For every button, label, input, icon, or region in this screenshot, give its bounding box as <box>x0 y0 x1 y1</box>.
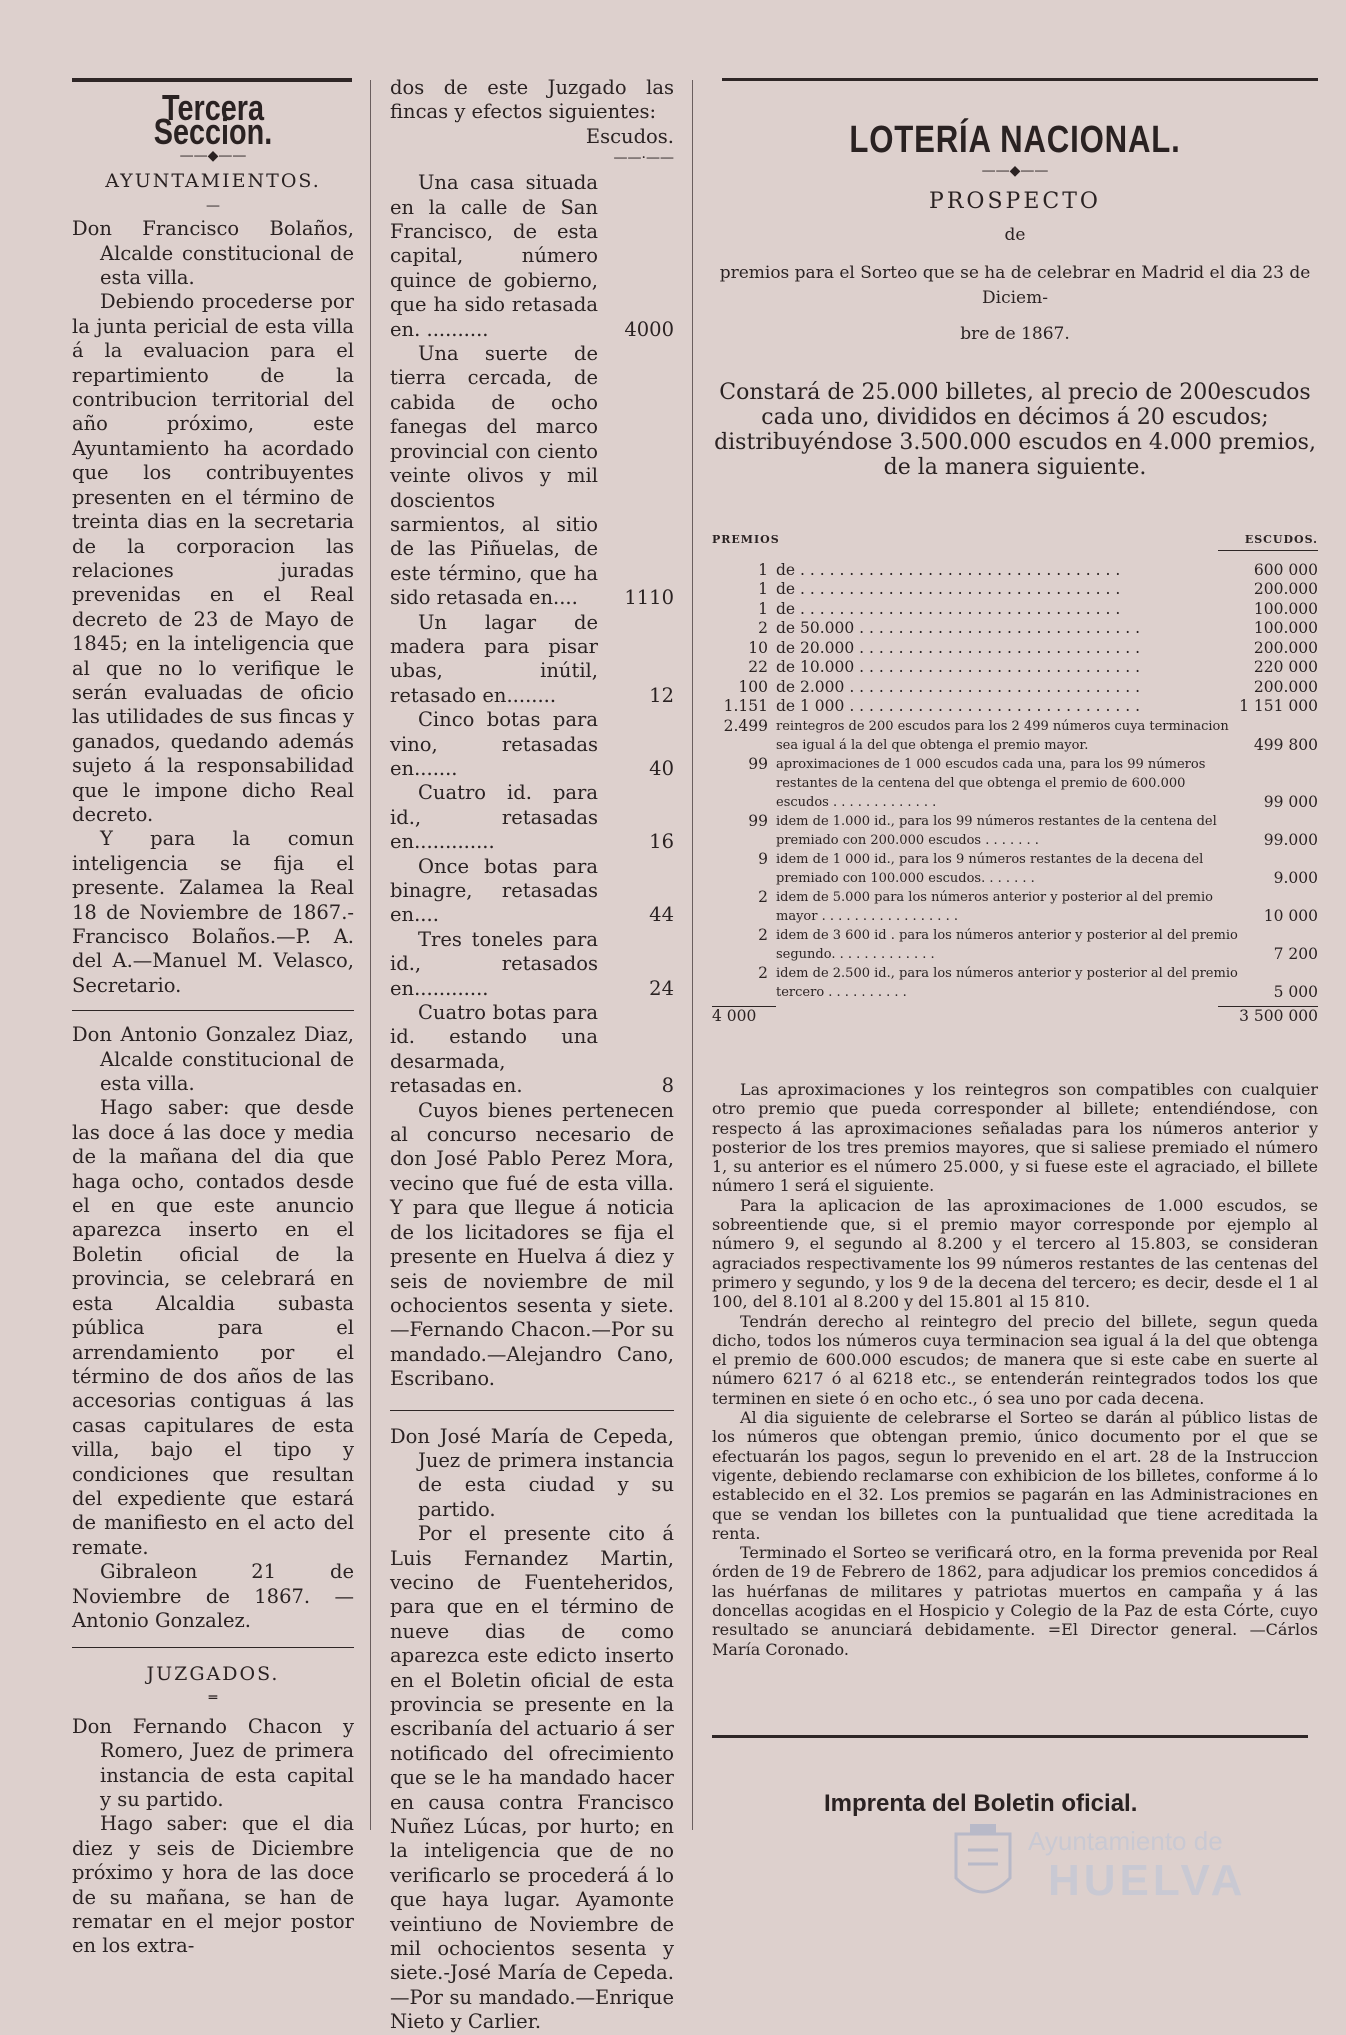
table-row: 9 idem de 1 000 id., para los 9 números restantes de la decena del premiado con 100.000 escudos. . . . . . . 9.000 <box>758 849 1318 887</box>
premios-line-1: premios para el Sorteo que se ha de celebrar en Madrid el dia 23 de Diciem- <box>719 263 1311 308</box>
lottery-paragraph: Las aproximaciones y los reintegros son compatibles con cualquier otro premio que pueda corresponder al billete; entendiéndose, con respecto á las aproximaciones señaladas para los números anterior y posterior de los tres premios mayores, que si saliese premiado el número 1, su anterior es el número 25.000, y si fuese este el agraciado, el billete número 1 será el siguiente. <box>712 1080 1318 1196</box>
prize-table <box>712 530 1318 1026</box>
short-dash: — <box>206 198 220 215</box>
list-item: Cuatro botas para id. estando una desarmada, retasadas en. 8 <box>390 1001 674 1098</box>
items-list <box>390 171 674 1098</box>
column-separator-1 <box>370 80 371 1830</box>
list-item: Cinco botas para vino, retasadas en....... 40 <box>390 708 674 780</box>
table-row: 99 idem de 1.000 id., para los 99 números restantes de la centena del premiado con 200.000 escudos . . . . . . . 99.000 <box>748 811 1318 849</box>
prospecto-heading: PROSPECTO <box>929 189 1101 215</box>
lottery-paragraph: Para la aplicacion de las aproximaciones de 1.000 escudos, se sobreentiende que, si el premio mayor corresponde por ejemplo al número 9, el segundo al 8.200 y el tercero al 15.803, se consideran agraciados respectivamente los 99 números restantes de las centenas del primero y segundo, y los 9 de la decena del tercero; es decir, desde el 1 al 100, del 8.101 al 8.200 y del 15.801 al 15 810. <box>712 1195 1318 1312</box>
ornament: ——◆—— <box>981 163 1049 180</box>
lottery-paragraph: Terminado el Sorteo se verificará otro, en la forma prevenida por Real órden de 19 de Febrero de 1862, para adjudicar los premios concedidos á las huérfanas de militares y patriotas muertos en campaña y á las doncellas acogidas en el Hospicio y Colegio de la Paz de esta Córte, cuyo resultado se anunciará debidamente. =El Director general. —Cárlos María Coronado. <box>712 1543 1318 1659</box>
table-row: 99 aproximaciones de 1 000 escudos cada una, para los 99 números restantes de la centena del que obtenga el premio de 600.000 escudos . . . . . . . . . . . . . 99 000 <box>748 754 1318 811</box>
column-header: ESCUDOS. <box>1218 530 1318 551</box>
table-row: 1 de . . . . . . . . . . . . . . . . . . . . . . . . . . . . . . . . . 600 000 <box>758 560 1318 579</box>
column-header: PREMIOS <box>712 533 780 546</box>
table-row: 2 idem de 5.000 para los números anterior y posterior al del premio mayor . . . . . . . . . . . . . . . . . 10 000 <box>758 887 1318 925</box>
table-row: 100 de 2.000 . . . . . . . . . . . . . . . . . . . . . . . . . . . . . . 200.000 <box>738 677 1318 696</box>
lottery-paragraph: Tendrán derecho al reintegro del precio del billete, segun queda dicho, todos los números cuya terminacion sea igual á la del que obtenga el premio de 600.000 escudos; de manera que si este cabe en suerte al número 6217 ó al 6218 etc., se entenderán reintegrados todos los que terminen en siete ó en ocho etc., ó sea uno por cada decena. <box>712 1311 1318 1408</box>
short-dash: ═ <box>208 1689 218 1706</box>
list-item: Tres toneles para id., retasados en............ 24 <box>390 927 674 1000</box>
watermark <box>948 1820 1268 1910</box>
premios-line-2: bre de 1867. <box>960 324 1070 345</box>
notice1-header: Don Francisco Bolaños, Alcalde constitucional de esta villa. <box>72 217 354 290</box>
list-item: Cuatro id. para id., retasadas en............. 16 <box>390 781 674 854</box>
table-row: 1 de . . . . . . . . . . . . . . . . . . . . . . . . . . . . . . . . . 100.000 <box>758 599 1318 618</box>
lottery-paragraph: Al dia siguiente de celebrarse el Sorteo se darán al público listas de los números que obtengan premio, único documento por el que se efectuarán los pagos, segun lo prevenido en el art. 28 de la Instruccion vigente, debiendo reclamarse con exhibicion de los billetes, conforme á lo establecido en el 32. Los premios se pagarán en las Administraciones en que se vendan los billetes con la puntualidad que tiene acreditada la renta. <box>712 1408 1318 1543</box>
table-row: 1.151 de 1 000 . . . . . . . . . . . . . . . . . . . . . . . . . . . . . . 1 151 000 <box>723 697 1318 715</box>
list-item: Once botas para binagre, retasadas en.... 44 <box>390 854 674 927</box>
list-item: Un lagar de madera para pisar ubas, inútil, retasado en........ 12 <box>390 610 674 707</box>
de-label: de <box>1004 224 1026 245</box>
divider <box>390 1410 674 1411</box>
coat-of-arms-icon <box>948 1820 1018 1910</box>
col2-closing: Cuyos bienes pertenecen al concurso necesario de don José Pablo Perez Mora, vecino que fué de esta villa. Y para que llegue á noticia de los licitadores se fija el presente en Huelva á diez y seis de noviembre de mil ochocientos sesenta y siete.—Fernando Chacon.—Por su mandado.—Alejandro Cano, Escribano. <box>390 1098 674 1391</box>
imprint: Imprenta del Boletin oficial. <box>824 1790 1138 1817</box>
notice2-header: Don Antonio Gonzalez Diaz, Alcalde constitucional de esta villa. <box>72 1023 354 1096</box>
notice3-body: Hago saber: que el dia diez y seis de Diciembre próximo y hora de las doce de su mañana, se han de rematar en el mejor postor en los extra- <box>72 1812 354 1958</box>
column-separator-2 <box>692 80 693 1830</box>
col2-intro: dos de este Juzgado las fincas y efectos siguientes: <box>390 76 674 124</box>
table-row: 2 idem de 3 600 id . para los números anterior y posterior al del premio segundo. . . . . . . . . . . . . 7 200 <box>758 925 1318 963</box>
top-rule-col1 <box>72 78 352 82</box>
table-row: 2 idem de 2.500 id., para los números anterior y posterior al del premio tercero . . . . . . . . . . 5 000 <box>758 963 1318 1001</box>
notice1-body: Debiendo procederse por la junta pericial de esta villa á la evaluacion para el repartimiento de la contribucion territorial del año próximo, este Ayuntamiento ha acordado que los contribuyentes presenten en el término de treinta dias en la secretaria de la corporacion las relaciones juradas prevenidas en el Real decreto de 23 de Mayo de 1845; en la inteligencia que al que no lo verifique le serán evaluadas de oficio las utilidades de sus fincas y ganados, quedando además sujeto á la responsabilidad que le impone dicho Real decreto. <box>72 290 354 826</box>
list-item: Una casa situada en la calle de San Francisco, de esta capital, número quince de gobierno, que ha sido retasada en. .......... 4000 <box>390 171 674 341</box>
table-row: 10 de 20.000 . . . . . . . . . . . . . . . . . . . . . . . . . . . . . 200.000 <box>748 638 1318 657</box>
column-3 <box>712 119 1318 481</box>
table-row: 2.499 reintegros de 200 escudos para los 2 499 números cuya terminacion sea igual á la del que obtenga el premio mayor. 499 800 <box>723 716 1318 754</box>
table-row: 2 de 50.000 . . . . . . . . . . . . . . . . . . . . . . . . . . . . . 100.000 <box>758 619 1318 637</box>
watermark-line-2: HUELVA <box>1048 1856 1247 1905</box>
divider <box>72 1010 354 1011</box>
lottery-text <box>712 1080 1318 1659</box>
dash-ornament: ——·—— <box>613 150 674 167</box>
notice4-header: Don José María de Cepeda, Juez de primera instancia de esta ciudad y su partido. <box>390 1424 674 1521</box>
total-quantity: 4 000 <box>712 1006 776 1027</box>
lottery-intro: Constará de 25.000 billetes, al precio de 200escudos cada uno, divididos en décimos á 20 escudos; distribuyéndose 3.500.000 escudos en 4.000 premios, de la manera siguiente. <box>714 380 1316 481</box>
section-title: Tercera Seccion. <box>153 87 273 153</box>
table-row: 1 de . . . . . . . . . . . . . . . . . . . . . . . . . . . . . . . . . 200.000 <box>758 580 1318 598</box>
column-2 <box>390 76 674 2035</box>
notice1-closing: Y para la comun inteligencia se fija el presente. Zalamea la Real 18 de Noviembre de 1867.-Francisco Bolaños.—P. A. del A.—Manuel M. Velasco, Secretario. <box>72 827 354 997</box>
notice2-body: Hago saber: que desde las doce á las doce y media de la mañana del dia que haga ocho, contados desde el en que este anuncio aparezca inserto en el Boletin oficial de la provincia, se celebrará en esta Alcaldia subasta pública para el arrendamiento por el término de dos años de las accesorias contiguas á las casas capitulares de esta villa, bajo el tipo y condiciones que resultan del expediente que estará de manifiesto en el acto del remate. <box>72 1096 354 1559</box>
table-total-row <box>712 1006 1318 1027</box>
ornament: ——◆—— <box>179 147 247 164</box>
bottom-rule <box>712 1735 1308 1738</box>
watermark-line-1: Ayuntamiento de <box>1028 1826 1223 1856</box>
table-row: 22 de 10.000 . . . . . . . . . . . . . . . . . . . . . . . . . . . . . 220 000 <box>748 658 1318 676</box>
loteria-title: LOTERÍA NACIONAL. <box>849 119 1181 161</box>
column-1 <box>72 87 354 1959</box>
notice4-body: Por el presente cito á Luis Fernandez Martin, vecino de Fuenteheridos, para que en el término de nueve dias de como aparezca este edicto inserto en el Boletin oficial de esta provincia se presente en la escribanía del actuario á ser notificado del ofrecimiento que se le ha mandado hacer en causa contra Francisco Nuñez Lúcas, por hurto; en la inteligencia que de no verificarlo se procederá á lo que haya lugar. Ayamonte veintiuno de Noviembre de mil ochocientos sesenta y siete.-José María de Cepeda.—Por su mandado.—Enrique Nieto y Carlier. <box>390 1522 674 2034</box>
list-item: Una suerte de tierra cercada, de cabida de ocho fanegas del marco provincial con ciento veinte olivos y mil doscientos sarmientos, al sitio de las Piñuelas, de este término, que ha sido retasada en.... 1110 <box>390 342 674 610</box>
currency-header: Escudos. <box>585 124 674 148</box>
table-header <box>712 530 1318 551</box>
ayuntamientos-heading: AYUNTAMIENTOS. <box>105 169 321 192</box>
notice3-header: Don Fernando Chacon y Romero, Juez de primera instancia de esta capital y su partido. <box>72 1714 354 1811</box>
total-value: 3 500 000 <box>1218 1006 1318 1027</box>
notice2-closing: Gibraleon 21 de Noviembre de 1867. —Antonio Gonzalez. <box>72 1560 354 1632</box>
juzgados-heading: JUZGADOS. <box>146 1663 280 1686</box>
top-rule-col3 <box>722 78 1318 81</box>
divider <box>72 1647 354 1648</box>
